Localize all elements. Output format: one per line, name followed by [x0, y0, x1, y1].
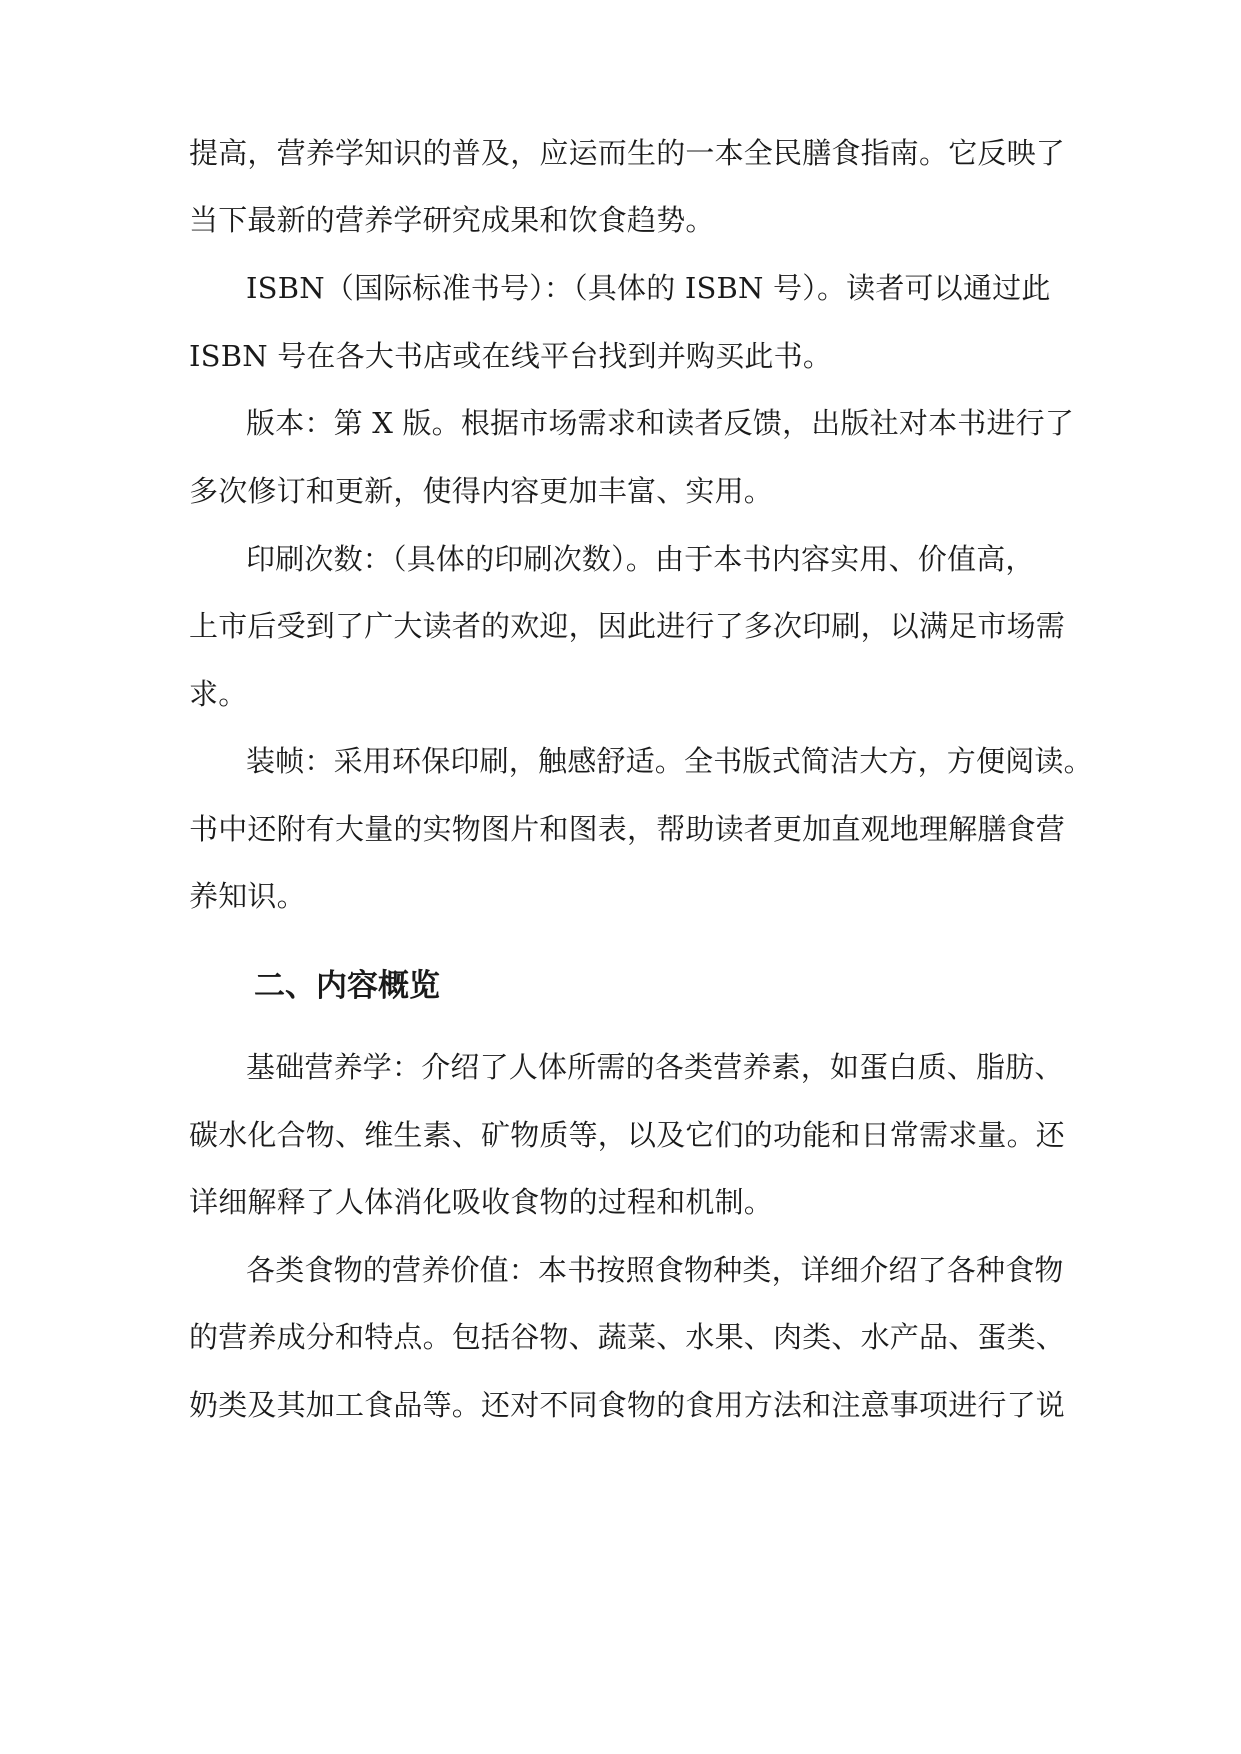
paragraph-line: 详细解释了人体消化吸收食物的过程和机制。	[189, 1185, 774, 1219]
paragraph-line: 的营养成分和特点。包括谷物、蔬菜、水果、肉类、水产品、蛋类、	[189, 1320, 1066, 1354]
paragraph-line: 碳水化合物、维生素、矿物质等，以及它们的功能和日常需求量。还	[189, 1118, 1066, 1152]
paragraph-line: 奶类及其加工食品等。还对不同食物的食用方法和注意事项进行了说	[189, 1388, 1066, 1422]
paragraph-line: 基础营养学：介绍了人体所需的各类营养素，如蛋白质、脂肪、	[246, 1050, 1064, 1084]
paragraph-line: 各类食物的营养价值：本书按照食物种类，详细介绍了各种食物	[246, 1253, 1064, 1287]
paragraph-line: 养知识。	[189, 879, 306, 913]
paragraph-line: 提高，营养学知识的普及，应运而生的一本全民膳食指南。它反映了	[189, 136, 1066, 170]
paragraph-line: 版本：第 X 版。根据市场需求和读者反馈，出版社对本书进行了	[246, 406, 1075, 440]
paragraph-line: 求。	[189, 677, 248, 711]
paragraph-line: 多次修订和更新，使得内容更加丰富、实用。	[189, 474, 774, 508]
paragraph-line: ISBN（国际标准书号）：（具体的 ISBN 号）。读者可以通过此	[246, 271, 1051, 305]
paragraph-line: 上市后受到了广大读者的欢迎，因此进行了多次印刷，以满足市场需	[189, 609, 1066, 643]
paragraph-line: ISBN 号在各大书店或在线平台找到并购买此书。	[189, 339, 833, 373]
paragraph-line: 当下最新的营养学研究成果和饮食趋势。	[189, 203, 715, 237]
section-heading: 二、内容概览	[254, 968, 440, 1004]
paragraph-line: 装帧：采用环保印刷，触感舒适。全书版式简洁大方，方便阅读。	[246, 744, 1093, 778]
paragraph-line: 印刷次数：（具体的印刷次数）。由于本书内容实用、价值高，	[246, 542, 1035, 576]
paragraph-line: 书中还附有大量的实物图片和图表，帮助读者更加直观地理解膳食营	[189, 812, 1066, 846]
